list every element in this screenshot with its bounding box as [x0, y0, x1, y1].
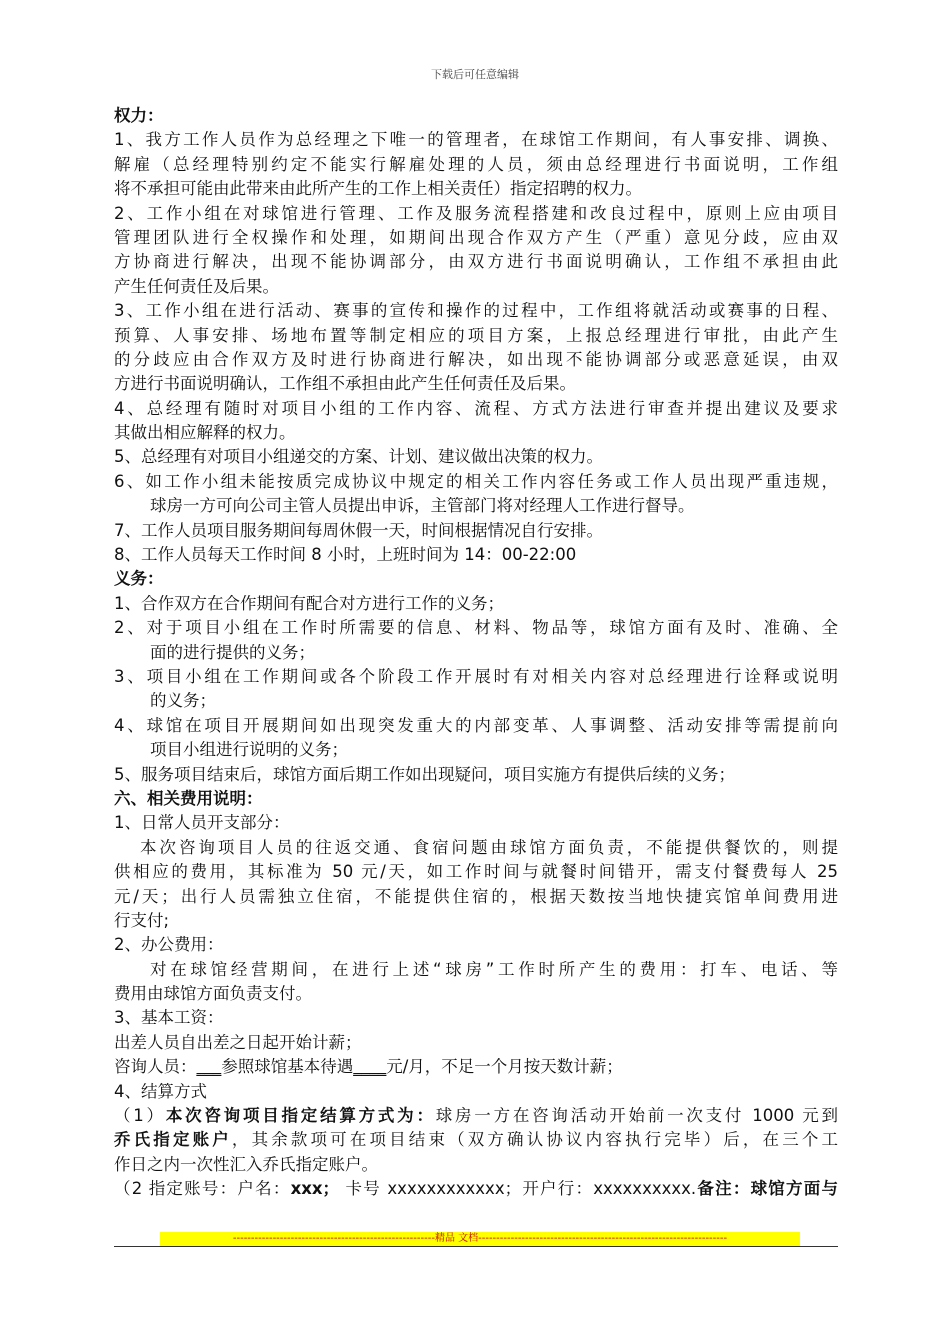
text-line: 义务： [114, 569, 164, 589]
text-line: 面的进行提供的义务； [150, 642, 315, 662]
text-line: 1、我方工作人员作为总经理之下唯一的管理者，在球馆工作期间，有人事安排、调换、 [114, 130, 838, 150]
paragraph-lines [114, 104, 838, 1055]
text-line: 3、基本工资： [114, 1008, 224, 1028]
settle-title: 4、结算方式 [114, 1081, 207, 1101]
account-name: xxx； [290, 1179, 339, 1199]
text-line: 行支付; [114, 910, 170, 930]
text-line: 球房一方可向公司主管人员提出申诉，主管部门将对经理人工作进行督导。 [150, 496, 695, 516]
text-line: 2、办公费用： [114, 935, 224, 955]
document-body [114, 104, 838, 1202]
settle-line-1 [114, 1104, 838, 1128]
text-line: 供相应的费用，其标准为 50 元/天，如工作时间与就餐时间错开，需支付餐费每人 25 [114, 862, 838, 882]
account-note: 备注：球馆方面与 [696, 1179, 838, 1199]
text-line: 产生任何责任及后果。 [114, 276, 279, 296]
page-header: 下载后可任意编辑 [431, 68, 519, 81]
text-line: 六、相关费用说明： [114, 788, 263, 808]
text-line: 元/天；出行人员需独立住宿，不能提供住宿的，根据天数按当地快捷宾馆单间费用进 [114, 886, 838, 906]
text-line: 项目小组进行说明的义务； [150, 740, 348, 760]
settle-line-2 [114, 1128, 838, 1152]
settle-text-2: ，其余款项可在项目结束（双方确认协议内容执行完毕）后，在三个工 [231, 1130, 838, 1150]
salary-blank-2: ____ [353, 1057, 387, 1077]
text-line: 对在球馆经营期间，在进行上述“球房”工作时所产生的费用：打车、电话、等 [150, 959, 838, 979]
settle-account-bold: 乔氏指定账户 [114, 1130, 232, 1150]
text-line: 方进行书面说明确认，工作组不承担由此产生任何责任及后果。 [114, 374, 576, 394]
footer-banner: --------------------------------------------------------精品 文档--------------------------------------------------------------------- [160, 1232, 800, 1246]
text-line: 1、日常人员开支部分： [114, 813, 290, 833]
text-line: 4、总经理有随时对项目小组的工作内容、流程、方式方法进行审查并提出建议及要求 [114, 398, 838, 418]
text-line: 出差人员自出差之日起开始计薪； [114, 1032, 362, 1052]
salary-blank-1: ___ [196, 1057, 222, 1077]
text-line: 3、项目小组在工作期间或各个阶段工作开展时有对相关内容对总经理进行诠释或说明 [114, 666, 838, 686]
text-line: 费用由球馆方面负责支付。 [114, 984, 312, 1004]
text-line: 解雇（总经理特别约定不能实行解雇处理的人员，须由总经理进行书面说明，工作组 [114, 154, 838, 174]
settle-prefix: （1） [114, 1106, 166, 1126]
text-line: 2、对于项目小组在工作时所需要的信息、材料、物品等，球馆方面有及时、准确、全 [114, 618, 838, 638]
text-line: 权力： [114, 106, 164, 125]
text-line: 1、合作双方在合作期间有配合对方进行工作的义务； [114, 593, 504, 613]
salary-line [114, 1055, 838, 1079]
text-line: 的分歧应由合作双方及时进行协商进行解决，如出现不能协调部分或恶意延误，由双 [114, 349, 838, 369]
text-line: 本次咨询项目人员的往返交通、食宿问题由球馆方面负责，不能提供餐饮的，则提 [140, 837, 838, 857]
text-line: 6、如工作小组未能按质完成协议中规定的相关工作内容任务或工作人员出现严重违规， [114, 471, 838, 491]
text-line: 管理团队进行全权操作和处理，如期间出现合作双方产生（严重）意见分歧，应由双 [114, 227, 838, 247]
text-line: 2、工作小组在对球馆进行管理、工作及服务流程搭建和改良过程中，原则上应由项目 [114, 203, 838, 223]
text-line: 5、服务项目结束后，球馆方面后期工作如出现疑问，项目实施方有提供后续的义务； [114, 764, 735, 784]
text-line: 将不承担可能由此带来由此所产生的工作上相关责任）指定招聘的权力。 [114, 179, 642, 199]
text-line: 3、工作小组在进行活动、赛事的宣传和操作的过程中，工作组将就活动或赛事的日程、 [114, 301, 838, 321]
text-line: 的义务； [150, 691, 216, 711]
account-line [114, 1177, 838, 1201]
text-line: 其做出相应解释的权力。 [114, 423, 296, 443]
account-prefix: （2 指定账号：户名： [114, 1179, 291, 1199]
salary-label: 咨询人员： [114, 1057, 197, 1077]
salary-text: 参照球馆基本待遇 [221, 1057, 354, 1077]
text-line: 4、球馆在项目开展期间如出现突发重大的内部变革、人事调整、活动安排等需提前向 [114, 715, 838, 735]
text-line: 预算、人事安排、场地布置等制定相应的项目方案，上报总经理进行审批，由此产生 [114, 325, 838, 345]
settle-line-3: 作日之内一次性汇入乔氏指定账户。 [114, 1154, 378, 1174]
text-line: 方协商进行解决，出现不能协调部分，由双方进行书面说明确认，工作组不承担由此 [114, 252, 838, 272]
settle-bold-title: 本次咨询项目指定结算方式为： [165, 1106, 436, 1126]
text-line: 8、工作人员每天工作时间 8 小时，上班时间为 14：00-22:00 [114, 545, 577, 565]
account-number: 卡号 xxxxxxxxxxxx；开户行：xxxxxxxxxx. [339, 1179, 697, 1199]
text-line: 5、总经理有对项目小组递交的方案、计划、建议做出决策的权力。 [114, 447, 603, 467]
footer-rule [114, 1246, 838, 1247]
salary-tail: 元/月，不足一个月按天数计薪； [386, 1057, 623, 1077]
settle-text-1: 球房一方在咨询活动开始前一次支付 1000 元到 [435, 1106, 838, 1126]
text-line: 7、工作人员项目服务期间每周休假一天，时间根据情况自行安排。 [114, 520, 603, 540]
